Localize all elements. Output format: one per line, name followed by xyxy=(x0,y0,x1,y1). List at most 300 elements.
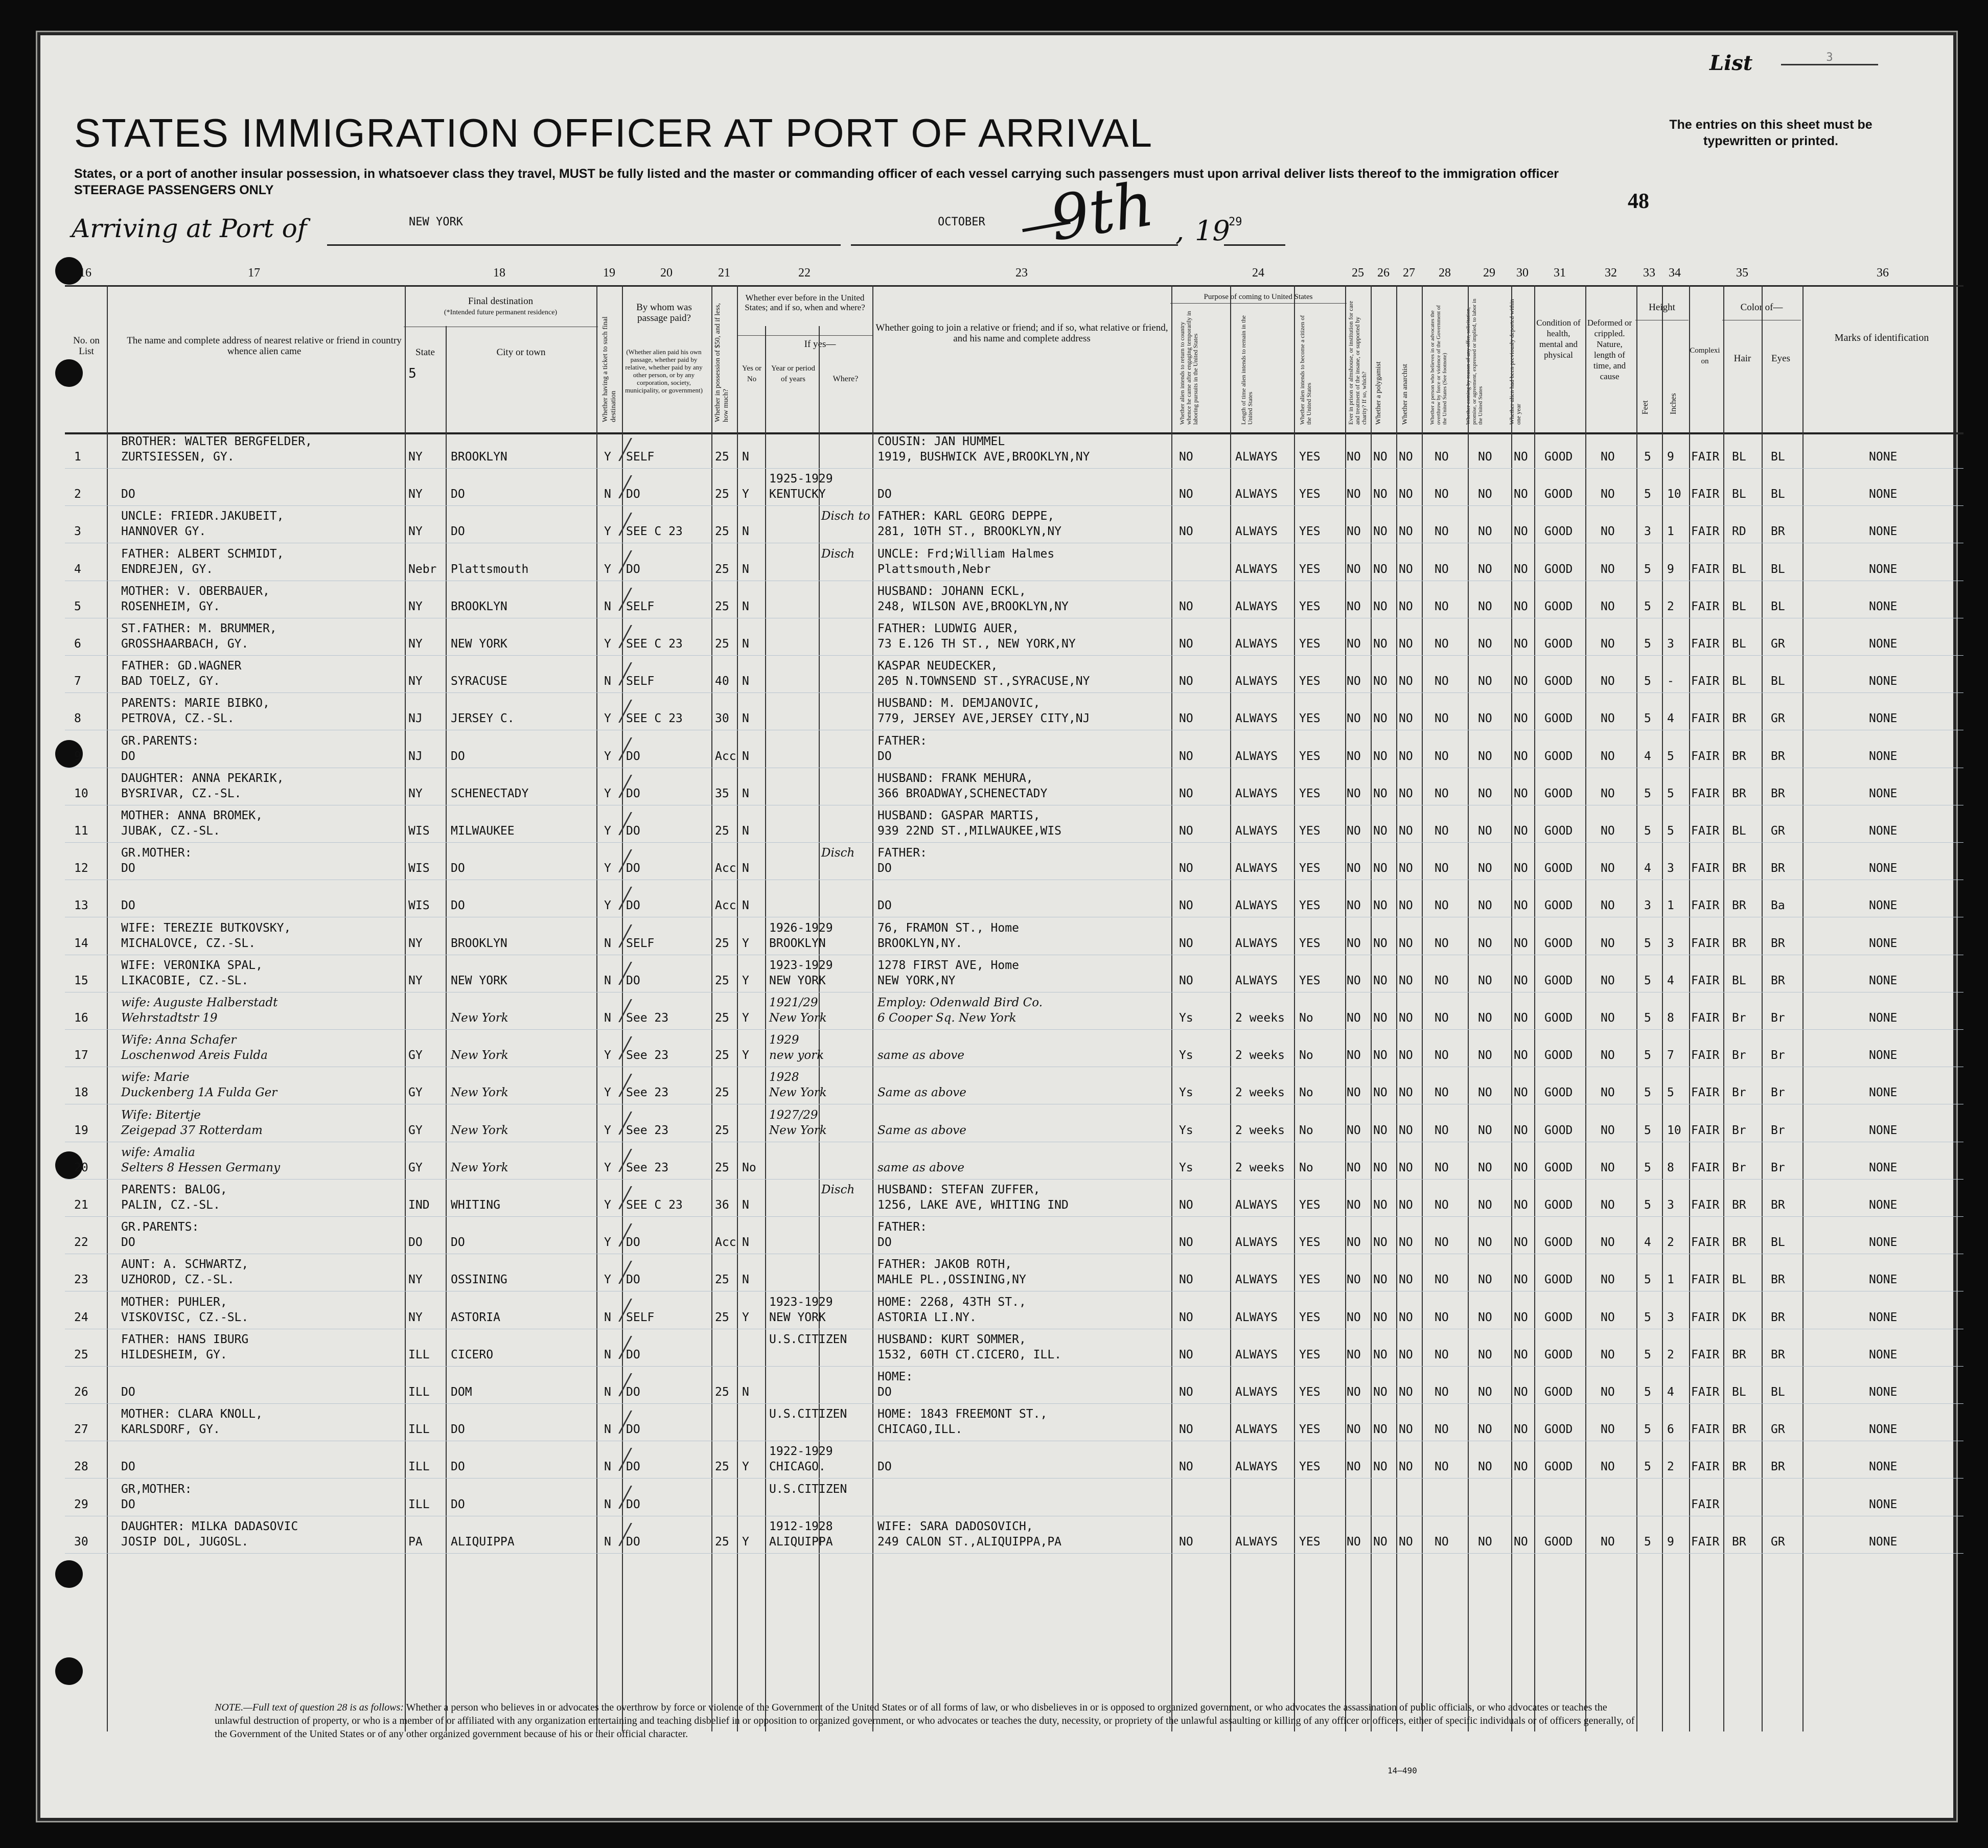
relative-name: GR.PARENTS: xyxy=(121,734,199,748)
row-number: 7 xyxy=(74,675,81,688)
height-feet-value: 5 xyxy=(1644,488,1651,501)
relative-address: ZURTSIESSEN, GY. xyxy=(121,450,235,464)
relative-address: KARLSDORF, GY. xyxy=(121,1423,220,1437)
paid-by-value: DO xyxy=(626,787,640,800)
contract-labor-value: NO xyxy=(1478,1535,1492,1549)
q28-value: NO xyxy=(1435,1011,1449,1025)
money-value: 25 xyxy=(715,1161,729,1174)
destination-city: DO xyxy=(451,525,465,539)
relative-name: wife: Marie xyxy=(121,1071,190,1084)
before-us-value: Y xyxy=(742,936,749,950)
paid-by-value: See 23 xyxy=(626,1049,669,1062)
purpose-length-value: 2 weeks xyxy=(1235,1049,1285,1062)
health-value: GOOD xyxy=(1544,1086,1573,1100)
paid-by-value: DO xyxy=(626,862,640,875)
paid-by-value: DO xyxy=(626,1460,640,1474)
health-value: GOOD xyxy=(1544,488,1573,501)
prison-value: NO xyxy=(1347,974,1361,987)
before-us-value: Y xyxy=(742,1049,749,1062)
joining-address: DO xyxy=(877,862,892,875)
eyes-value: GR xyxy=(1771,712,1785,726)
table-row xyxy=(65,581,1963,618)
deformed-value: NO xyxy=(1601,1310,1615,1324)
q28-value: NO xyxy=(1435,1086,1449,1100)
paid-by-value: SELF xyxy=(626,450,655,464)
height-inches-value: 2 xyxy=(1667,1348,1674,1361)
state-mark: 5 xyxy=(408,366,417,381)
prison-value: NO xyxy=(1347,1385,1361,1399)
joining-name: HUSBAND: FRANK MEHURA, xyxy=(877,771,1033,785)
complexion-value: FAIR xyxy=(1691,712,1720,726)
eyes-value: BL xyxy=(1771,599,1785,613)
height-feet-value: 5 xyxy=(1644,712,1651,726)
table-row xyxy=(65,1029,1963,1067)
height-inches-value: 4 xyxy=(1667,1385,1674,1399)
period-value: 1912-1928 xyxy=(769,1519,833,1533)
deported-value: NO xyxy=(1514,1423,1528,1437)
purpose-citizen-value: YES xyxy=(1299,450,1321,464)
list-number: 3 xyxy=(1781,51,1878,65)
anarchist-value: NO xyxy=(1399,525,1413,539)
deported-value: NO xyxy=(1514,899,1528,913)
contract-labor-value: NO xyxy=(1478,899,1492,913)
ticket-value: N xyxy=(604,1460,611,1474)
header-purpose: Purpose of coming to United States xyxy=(1204,293,1313,301)
purpose-length-value: ALWAYS xyxy=(1235,525,1278,539)
date-underline xyxy=(851,244,1178,246)
q28-value: NO xyxy=(1435,824,1449,838)
deformed-value: NO xyxy=(1601,787,1615,800)
hair-value: BR xyxy=(1732,1460,1746,1474)
health-value: GOOD xyxy=(1544,862,1573,875)
period-value: U.S.CITIZEN xyxy=(769,1482,847,1496)
health-value: GOOD xyxy=(1544,1198,1573,1212)
ticket-value: Y xyxy=(604,899,611,913)
deported-value: NO xyxy=(1514,1161,1528,1174)
passenger-class: STEERAGE PASSENGERS ONLY xyxy=(74,183,274,197)
eyes-value: BL xyxy=(1771,562,1785,576)
marks-value: NONE xyxy=(1869,787,1898,800)
joining-address: 1919, BUSHWICK AVE,BROOKLYN,NY xyxy=(877,450,1090,464)
deported-value: NO xyxy=(1514,712,1528,726)
height-inches-value: 1 xyxy=(1667,525,1674,539)
deported-value: NO xyxy=(1514,1086,1528,1100)
ticket-value: N xyxy=(604,1535,611,1549)
purpose-length-value: ALWAYS xyxy=(1235,749,1278,763)
complexion-value: FAIR xyxy=(1691,1497,1720,1511)
prison-value: NO xyxy=(1347,488,1361,501)
relative-address: ENDREJEN, GY. xyxy=(121,562,214,576)
row-number: 29 xyxy=(74,1497,88,1511)
header-money: Whether in possession of $50, and if less, how much? xyxy=(714,303,730,422)
row-number: 28 xyxy=(74,1460,88,1474)
row-number: 3 xyxy=(74,525,81,539)
anarchist-value: NO xyxy=(1399,1086,1413,1100)
joining-name: HUSBAND: JOHANN ECKL, xyxy=(877,584,1026,598)
contract-labor-value: NO xyxy=(1478,1011,1492,1025)
money-value: 40 xyxy=(715,675,729,688)
header-no-on-list: No. on List xyxy=(73,335,100,357)
relative-address: DO xyxy=(121,1460,135,1474)
header-feet: Feet xyxy=(1641,400,1650,414)
header-contract-labor: Whether coming by reason of any offer, solicitation, promise, or agreement, expressed or implied, to labor in the United States xyxy=(1465,298,1484,425)
purpose-return-value: NO xyxy=(1179,637,1193,651)
relative-address: Loschenwod Areis Fulda xyxy=(121,1049,268,1062)
marks-value: NONE xyxy=(1869,1423,1898,1437)
money-value: 25 xyxy=(715,974,729,987)
header-if-yes: If yes— xyxy=(804,339,836,350)
money-value: 25 xyxy=(715,936,729,950)
hair-value: BR xyxy=(1732,1535,1746,1549)
deformed-value: NO xyxy=(1601,1460,1615,1474)
joining-address: DO xyxy=(877,899,892,913)
prison-value: NO xyxy=(1347,1460,1361,1474)
before-us-value: N xyxy=(742,562,749,576)
header-final-destination: Final destination xyxy=(468,296,534,307)
height-inches-value: 10 xyxy=(1667,488,1681,501)
joining-address: same as above xyxy=(877,1161,964,1174)
header-joining: Whether going to join a relative or friend; and if so, what relative or friend, and his name and complete address xyxy=(875,322,1168,344)
q28-value: NO xyxy=(1435,1460,1449,1474)
destination-state: NY xyxy=(408,936,423,950)
prison-value: NO xyxy=(1347,637,1361,651)
paid-by-value: SELF xyxy=(626,675,655,688)
height-inches-value: 9 xyxy=(1667,562,1674,576)
destination-state: ILL xyxy=(408,1460,430,1474)
q28-value: NO xyxy=(1435,1385,1449,1399)
destination-city: NEW YORK xyxy=(451,974,507,987)
health-value: GOOD xyxy=(1544,599,1573,613)
purpose-return-value: NO xyxy=(1179,787,1193,800)
destination-state: NJ xyxy=(408,749,423,763)
eyes-value: BR xyxy=(1771,1460,1785,1474)
contract-labor-value: NO xyxy=(1478,1198,1492,1212)
purpose-citizen-value: YES xyxy=(1299,1348,1321,1361)
health-value: GOOD xyxy=(1544,1236,1573,1250)
purpose-citizen-value: YES xyxy=(1299,525,1321,539)
hair-value: Br xyxy=(1732,1086,1746,1100)
destination-state: NY xyxy=(408,450,423,464)
relative-name: MOTHER: CLARA KNOLL, xyxy=(121,1407,263,1421)
footnote xyxy=(215,1701,1646,1741)
hair-value: BR xyxy=(1732,862,1746,875)
prison-value: NO xyxy=(1347,1423,1361,1437)
purpose-return-value: Ys xyxy=(1179,1123,1193,1137)
deformed-value: NO xyxy=(1601,675,1615,688)
contract-labor-value: NO xyxy=(1478,562,1492,576)
destination-state: ILL xyxy=(408,1497,430,1511)
deformed-value: NO xyxy=(1601,1161,1615,1174)
purpose-return-value: NO xyxy=(1179,899,1193,913)
anarchist-value: NO xyxy=(1399,1348,1413,1361)
paid-by-value: SEE C 23 xyxy=(626,525,683,539)
joining-name: FATHER: xyxy=(877,734,927,748)
height-feet-value: 3 xyxy=(1644,899,1651,913)
marks-value: NONE xyxy=(1869,488,1898,501)
header-city: City or town xyxy=(496,347,546,358)
purpose-return-value: NO xyxy=(1179,1535,1193,1549)
table-row xyxy=(65,1104,1963,1142)
deported-value: NO xyxy=(1514,637,1528,651)
height-feet-value: 5 xyxy=(1644,936,1651,950)
joining-address: 779, JERSEY AVE,JERSEY CITY,NJ xyxy=(877,712,1090,726)
q28-value: NO xyxy=(1435,1236,1449,1250)
joining-name: FATHER: LUDWIG AUER, xyxy=(877,622,1019,635)
joining-address: BROOKLYN,NY. xyxy=(877,936,963,950)
money-value: Acc xyxy=(715,749,736,763)
destination-city: CICERO xyxy=(451,1348,494,1361)
marks-value: NONE xyxy=(1869,1273,1898,1287)
relative-name: WIFE: TEREZIE BUTKOVSKY, xyxy=(121,921,291,935)
deported-value: NO xyxy=(1514,749,1528,763)
money-value: 25 xyxy=(715,1535,729,1549)
q28-value: NO xyxy=(1435,1161,1449,1174)
row-number: 19 xyxy=(74,1123,88,1137)
column-number: 26 xyxy=(1377,266,1390,280)
joining-name: HUSBAND: GASPAR MARTIS, xyxy=(877,809,1041,822)
purpose-return-value: NO xyxy=(1179,525,1193,539)
polygamist-value: NO xyxy=(1373,1460,1388,1474)
column-number: 19 xyxy=(603,266,615,280)
polygamist-value: NO xyxy=(1373,562,1388,576)
column-number: 36 xyxy=(1877,266,1889,280)
purpose-return-value: NO xyxy=(1179,824,1193,838)
eyes-value: Br xyxy=(1771,1161,1785,1174)
column-number: 22 xyxy=(798,266,811,280)
money-value: 25 xyxy=(715,1123,729,1137)
header-deported: Whether alien had been previously deported within one year xyxy=(1508,299,1522,425)
before-us-value: N xyxy=(742,862,749,875)
relative-name: Wife: Anna Schafer xyxy=(121,1033,237,1047)
destination-state: NY xyxy=(408,525,423,539)
contract-labor-value: NO xyxy=(1478,862,1492,875)
deformed-value: NO xyxy=(1601,824,1615,838)
deformed-value: NO xyxy=(1601,1385,1615,1399)
polygamist-value: NO xyxy=(1373,1535,1388,1549)
health-value: GOOD xyxy=(1544,936,1573,950)
q28-value: NO xyxy=(1435,1198,1449,1212)
health-value: GOOD xyxy=(1544,749,1573,763)
ticket-value: Y xyxy=(604,749,611,763)
health-value: GOOD xyxy=(1544,562,1573,576)
complexion-value: FAIR xyxy=(1691,562,1720,576)
paid-by-value: SEE C 23 xyxy=(626,637,683,651)
relative-address: VISKOVISC, CZ.-SL. xyxy=(121,1310,249,1324)
q28-value: NO xyxy=(1435,749,1449,763)
purpose-return-value: NO xyxy=(1179,599,1193,613)
destination-city: DO xyxy=(451,1236,465,1250)
destination-city: New York xyxy=(451,1123,508,1137)
height-inches-value: 4 xyxy=(1667,974,1674,987)
arrival-year-prefix: 19 xyxy=(1195,215,1230,247)
joining-address: 1256, LAKE AVE, WHITING IND xyxy=(877,1198,1069,1212)
joining-address: ASTORIA LI.NY. xyxy=(877,1310,977,1324)
destination-city: WHITING xyxy=(451,1198,500,1212)
hair-value: BR xyxy=(1732,712,1746,726)
deported-value: NO xyxy=(1514,488,1528,501)
purpose-return-value: NO xyxy=(1179,749,1193,763)
before-us-value: N xyxy=(742,824,749,838)
height-inches-value: 2 xyxy=(1667,599,1674,613)
health-value: GOOD xyxy=(1544,1423,1573,1437)
deformed-value: NO xyxy=(1601,1011,1615,1025)
marks-value: NONE xyxy=(1869,1535,1898,1549)
marks-value: NONE xyxy=(1869,562,1898,576)
row-number: 18 xyxy=(74,1086,88,1100)
health-value: GOOD xyxy=(1544,1310,1573,1324)
complexion-value: FAIR xyxy=(1691,974,1720,987)
eyes-value: BL xyxy=(1771,1236,1785,1250)
header-color-of: Color of— xyxy=(1740,302,1783,313)
deported-value: NO xyxy=(1514,1273,1528,1287)
purpose-length-value: ALWAYS xyxy=(1235,1460,1278,1474)
ticket-value: Y xyxy=(604,824,611,838)
money-value: 25 xyxy=(715,1310,729,1324)
height-feet-value: 5 xyxy=(1644,599,1651,613)
hair-value: BL xyxy=(1732,599,1746,613)
eyes-value: GR xyxy=(1771,1423,1785,1437)
row-number: 30 xyxy=(74,1535,88,1549)
purpose-length-value: 2 weeks xyxy=(1235,1011,1285,1025)
relative-name: GR,MOTHER: xyxy=(121,1482,192,1496)
relative-address: DO xyxy=(121,899,135,913)
column-number: 27 xyxy=(1403,266,1415,280)
joining-address: 73 E.126 TH ST., NEW YORK,NY xyxy=(877,637,1076,651)
contract-labor-value: NO xyxy=(1478,712,1492,726)
header-yes-no: Yes or No xyxy=(742,364,762,383)
header-paid-by: By whom was passage paid? xyxy=(636,302,692,324)
page-title: STATES IMMIGRATION OFFICER AT PORT OF ARRIVAL xyxy=(74,110,1153,155)
row-number: 16 xyxy=(74,1011,88,1025)
relative-address: MICHALOVCE, CZ.-SL. xyxy=(121,936,256,950)
destination-state: IND xyxy=(408,1198,430,1212)
paid-by-value: See 23 xyxy=(626,1123,669,1137)
polygamist-value: NO xyxy=(1373,450,1388,464)
before-us-value: N xyxy=(742,712,749,726)
purpose-citizen-value: YES xyxy=(1299,974,1321,987)
table-row xyxy=(65,1291,1963,1329)
marks-value: NONE xyxy=(1869,824,1898,838)
joining-address: 6 Cooper Sq. New York xyxy=(877,1011,1016,1025)
anarchist-value: NO xyxy=(1399,1011,1413,1025)
destination-state: NY xyxy=(408,637,423,651)
destination-city: NEW YORK xyxy=(451,637,507,651)
eyes-value: GR xyxy=(1771,1535,1785,1549)
eyes-value: BR xyxy=(1771,1273,1785,1287)
contract-labor-value: NO xyxy=(1478,1123,1492,1137)
destination-city: DO xyxy=(451,862,465,875)
relative-address: Wehrstadtstr 19 xyxy=(121,1011,218,1025)
marks-value: NONE xyxy=(1869,1123,1898,1137)
deformed-value: NO xyxy=(1601,450,1615,464)
relative-name: wife: Auguste Halberstadt xyxy=(121,996,278,1009)
destination-state: NY xyxy=(408,675,423,688)
contract-labor-value: NO xyxy=(1478,787,1492,800)
table-row xyxy=(65,505,1963,543)
prison-value: NO xyxy=(1347,1161,1361,1174)
marks-value: NONE xyxy=(1869,899,1898,913)
paid-by-value: DO xyxy=(626,1236,640,1250)
height-feet-value: 5 xyxy=(1644,1161,1651,1174)
period-value: U.S.CITIZEN xyxy=(769,1407,847,1421)
before-us-value: No xyxy=(742,1161,756,1174)
destination-state: NY xyxy=(408,974,423,987)
paid-by-value: DO xyxy=(626,1348,640,1361)
deformed-value: NO xyxy=(1601,637,1615,651)
destination-city: DO xyxy=(451,1423,465,1437)
anarchist-value: NO xyxy=(1399,749,1413,763)
purpose-length-value: ALWAYS xyxy=(1235,562,1278,576)
height-feet-value: 4 xyxy=(1644,862,1651,875)
height-feet-value: 5 xyxy=(1644,1385,1651,1399)
purpose-length-value: ALWAYS xyxy=(1235,1385,1278,1399)
table-row xyxy=(65,692,1963,730)
anarchist-value: NO xyxy=(1399,599,1413,613)
relative-name: AUNT: A. SCHWARTZ, xyxy=(121,1258,249,1272)
destination-state: NY xyxy=(408,1273,423,1287)
prison-value: NO xyxy=(1347,450,1361,464)
anarchist-value: NO xyxy=(1399,1460,1413,1474)
anarchist-value: NO xyxy=(1399,974,1413,987)
contract-labor-value: NO xyxy=(1478,974,1492,987)
joining-address: Same as above xyxy=(877,1086,966,1100)
deported-value: NO xyxy=(1514,787,1528,800)
column-number: 23 xyxy=(1015,266,1028,280)
before-us-value: Y xyxy=(742,1011,749,1025)
height-feet-value: 4 xyxy=(1644,1236,1651,1250)
paid-by-value: DO xyxy=(626,824,640,838)
column-number: 17 xyxy=(248,266,260,280)
contract-labor-value: NO xyxy=(1478,1310,1492,1324)
paid-by-value: See 23 xyxy=(626,1161,669,1174)
height-inches-value: 5 xyxy=(1667,824,1674,838)
header-eyes: Eyes xyxy=(1771,353,1790,364)
hair-value: BL xyxy=(1732,450,1746,464)
deformed-value: NO xyxy=(1601,1198,1615,1212)
complexion-value: FAIR xyxy=(1691,637,1720,651)
purpose-return-value: NO xyxy=(1179,1273,1193,1287)
ticket-value: N xyxy=(604,1310,611,1324)
health-value: GOOD xyxy=(1544,637,1573,651)
eyes-value: BL xyxy=(1771,675,1785,688)
prison-value: NO xyxy=(1347,787,1361,800)
joining-name: 76, FRAMON ST., Home xyxy=(877,921,1019,935)
polygamist-value: NO xyxy=(1373,675,1388,688)
height-inches-value: 3 xyxy=(1667,1198,1674,1212)
polygamist-value: NO xyxy=(1373,1348,1388,1361)
prison-value: NO xyxy=(1347,1049,1361,1062)
where-value: ALIQUIPPA xyxy=(769,1535,833,1549)
period-value: 1927/29 xyxy=(769,1108,818,1122)
purpose-citizen-value: YES xyxy=(1299,899,1321,913)
period-value: 1923-1929 xyxy=(769,1295,833,1309)
where-value: New York xyxy=(769,1011,827,1025)
anarchist-value: NO xyxy=(1399,1236,1413,1250)
purpose-return-value: NO xyxy=(1179,450,1193,464)
joining-name: HUSBAND: KURT SOMMER, xyxy=(877,1332,1026,1346)
height-inches-value: 8 xyxy=(1667,1161,1674,1174)
paid-by-value: DO xyxy=(626,899,640,913)
destination-city: DO xyxy=(451,749,465,763)
before-us-value: N xyxy=(742,450,749,464)
q28-value: NO xyxy=(1435,712,1449,726)
purpose-citizen-value: YES xyxy=(1299,1236,1321,1250)
deported-value: NO xyxy=(1514,525,1528,539)
column-number: 35 xyxy=(1736,266,1748,280)
prison-value: NO xyxy=(1347,1086,1361,1100)
column-number: 18 xyxy=(493,266,505,280)
hair-value: BL xyxy=(1732,824,1746,838)
